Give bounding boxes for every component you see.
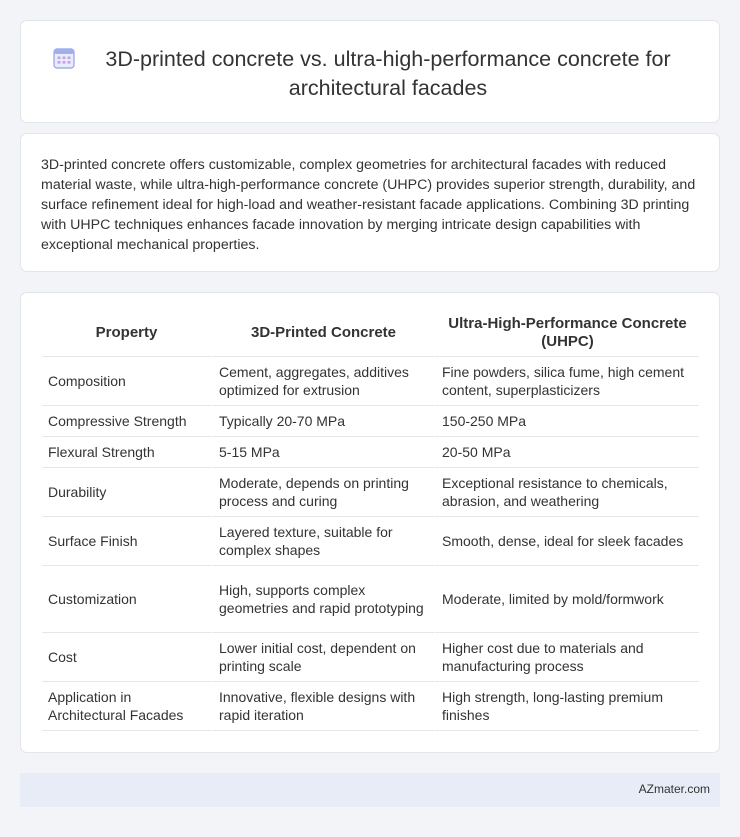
row-3d-printed-value: Layered texture, suitable for complex shapes: [211, 517, 434, 566]
row-3d-printed-value: Innovative, flexible designs with rapid iteration: [211, 682, 434, 731]
row-uhpc-value: Exceptional resistance to chemicals, abrasion, and weathering: [434, 468, 699, 517]
row-3d-printed-value: Cement, aggregates, additives optimized for extrusion: [211, 357, 434, 406]
row-3d-printed-value: Lower initial cost, dependent on printing scale: [211, 633, 434, 682]
row-property: Flexural Strength: [42, 437, 211, 468]
row-uhpc-value: Smooth, dense, ideal for sleek facades: [434, 517, 699, 566]
row-uhpc-value: Higher cost due to materials and manufacturing process: [434, 633, 699, 682]
table-row: [42, 468, 699, 517]
footer-brand: AZmater.com: [638, 782, 710, 796]
row-3d-printed-value: 5-15 MPa: [211, 437, 434, 468]
row-property: Surface Finish: [42, 517, 211, 566]
row-uhpc-value: High strength, long-lasting premium finishes: [434, 682, 699, 731]
comparison-table: [42, 309, 699, 731]
column-header-uhpc: Ultra-High-Performance Concrete (UHPC): [434, 309, 699, 357]
table-row: [42, 682, 699, 731]
row-uhpc-value: 150-250 MPa: [434, 406, 699, 437]
row-property: Composition: [42, 357, 211, 406]
table-row: [42, 437, 699, 468]
table-header-row: [42, 309, 699, 357]
row-property: Compressive Strength: [42, 406, 211, 437]
table-row: [42, 517, 699, 566]
table-row: [42, 633, 699, 682]
footer-bar: [20, 773, 720, 807]
row-uhpc-value: 20-50 MPa: [434, 437, 699, 468]
page-title: 3D-printed concrete vs. ultra-high-performance concrete for architectural facades: [105, 47, 671, 100]
row-3d-printed-value: Moderate, depends on printing process and curing: [211, 468, 434, 517]
table-row: [42, 566, 699, 633]
column-header-property: Property: [42, 309, 211, 357]
row-property: Cost: [42, 633, 211, 682]
row-property: Application in Architectural Facades: [42, 682, 211, 731]
comparison-table-card: [20, 292, 720, 753]
row-3d-printed-value: Typically 20-70 MPa: [211, 406, 434, 437]
title-card: [20, 20, 720, 123]
row-uhpc-value: Fine powders, silica fume, high cement content, superplasticizers: [434, 357, 699, 406]
summary-card: [20, 133, 720, 272]
table-row: [42, 357, 699, 406]
row-3d-printed-value: High, supports complex geometries and rapid prototyping: [211, 566, 434, 633]
row-property: Durability: [42, 468, 211, 517]
row-uhpc-value: Moderate, limited by mold/formwork: [434, 566, 699, 633]
summary-paragraph: 3D-printed concrete offers customizable, complex geometries for architectural facades with reduced material waste, while ultra-high-performance concrete (UHPC) provides superior strength, durability, and surface refinement ideal for high-load and weather-resistant facade applications. Combining 3D printing with UHPC techniques enhances facade innovation by merging intricate design capabilities with exceptional mechanical properties.: [41, 157, 696, 253]
row-property: Customization: [42, 566, 211, 633]
table-row: [42, 406, 699, 437]
column-header-3d-printed: 3D-Printed Concrete: [211, 309, 434, 357]
